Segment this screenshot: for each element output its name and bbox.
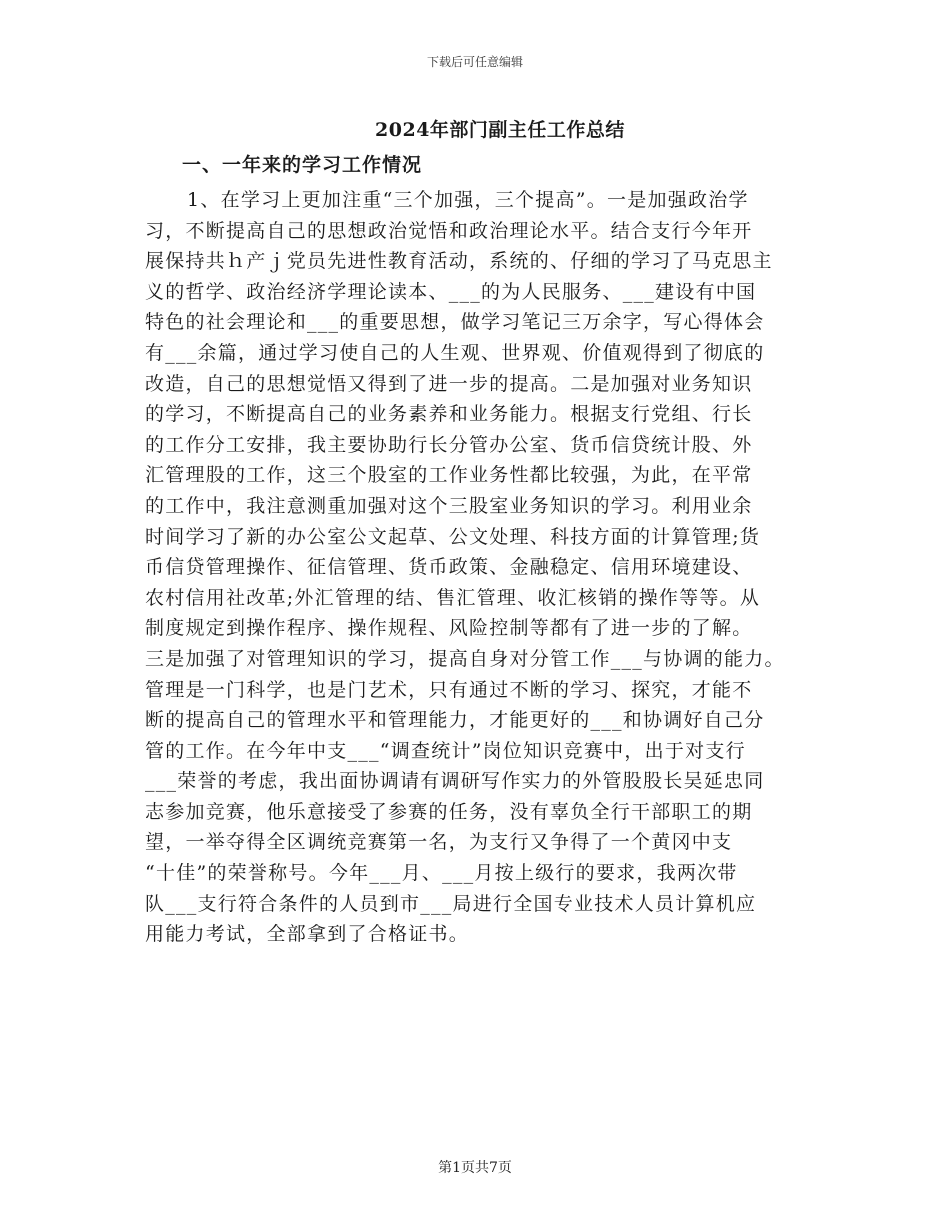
paragraph-line: 管的工作。在今年中支___“调查统计”岗位知识竞赛中，出于对支行 [145, 739, 746, 762]
paragraph-line: 管理是一门科学，也是门艺术，只有通过不断的学习、探究，才能不 [145, 678, 753, 701]
paragraph-line: 断的提高自己的管理水平和管理能力，才能更好的___和协调好自己分 [145, 709, 765, 732]
paragraph-line: 时间学习了新的办公室公文起草、公文处理、科技方面的计算管理;货 [145, 525, 761, 548]
paragraph-line: 用能力考试，全部拿到了合格证书。 [145, 923, 470, 946]
paragraph-line: ___荣誉的考虑，我出面协调请有调研写作实力的外管股股长吴延忠同 [145, 770, 765, 793]
header-note: 下载后可任意编辑 [426, 55, 523, 69]
paragraph-line: 三是加强了对管理知识的学习，提高自身对分管工作___与协调的能力。 [145, 647, 785, 670]
section-heading: 一、一年来的学习工作情况 [182, 154, 423, 176]
paragraph-line: 币信贷管理操作、征信管理、货币政策、金融稳定、信用环境建设、 [145, 556, 753, 579]
paragraph-line: 义的哲学、政治经济学理论读本、___的为人民服务、___建设有中国 [145, 280, 757, 303]
paragraph-line: 的学习，不断提高自己的业务素养和业务能力。根据支行党组、行长 [145, 403, 753, 426]
paragraph-line: 的工作分工安排，我主要协助行长分管办公室、货币信贷统计股、外 [145, 433, 753, 456]
paragraph-line: 队___支行符合条件的人员到市___局进行全国专业技术人员计算机应 [145, 892, 757, 915]
paragraph-line: 汇管理股的工作，这三个股室的工作业务性都比较强，为此，在平常 [145, 464, 753, 487]
paragraph-line: “十佳”的荣誉称号。今年___月、___月按上级行的要求，我两次带 [145, 862, 738, 885]
body-paragraph [145, 185, 825, 950]
paragraph-line: 的工作中，我注意测重加强对这个三股室业务知识的学习。利用业余 [145, 494, 753, 517]
paragraph-line: 改造，自己的思想觉悟又得到了进一步的提高。二是加强对业务知识 [145, 372, 753, 395]
paragraph-line: 志参加竞赛，他乐意接受了参赛的任务，没有辜负全行干部职工的期 [145, 800, 753, 823]
paragraph-line: 有___余篇，通过学习使自己的人生观、世界观、价值观得到了彻底的 [145, 341, 765, 364]
paragraph-line: 望，一举夺得全区调统竞赛第一名，为支行又争得了一个黄冈中支 [145, 831, 733, 854]
document-title: 2024年部门副主任工作总结 [375, 119, 625, 141]
paragraph-line: 习，不断提高自己的思想政治觉悟和政治理论水平。结合支行今年开 [145, 219, 753, 242]
paragraph-line: 制度规定到操作程序、操作规程、风险控制等都有了进一步的了解。 [145, 617, 753, 640]
paragraph-line: 展保持共ｈ产ｊ党员先进性教育活动，系统的、仔细的学习了马克思主 [145, 250, 773, 273]
paragraph-line: 1、在学习上更加注重“三个加强，三个提高”。一是加强政治学 [187, 189, 749, 211]
page-footer: 第1页共7页 [438, 1160, 512, 1176]
paragraph-line: 特色的社会理论和___的重要思想，做学习笔记三万余字，写心得体会 [145, 311, 765, 334]
paragraph-line: 农村信用社改革;外汇管理的结、售汇管理、收汇核销的操作等等。从 [145, 586, 761, 609]
